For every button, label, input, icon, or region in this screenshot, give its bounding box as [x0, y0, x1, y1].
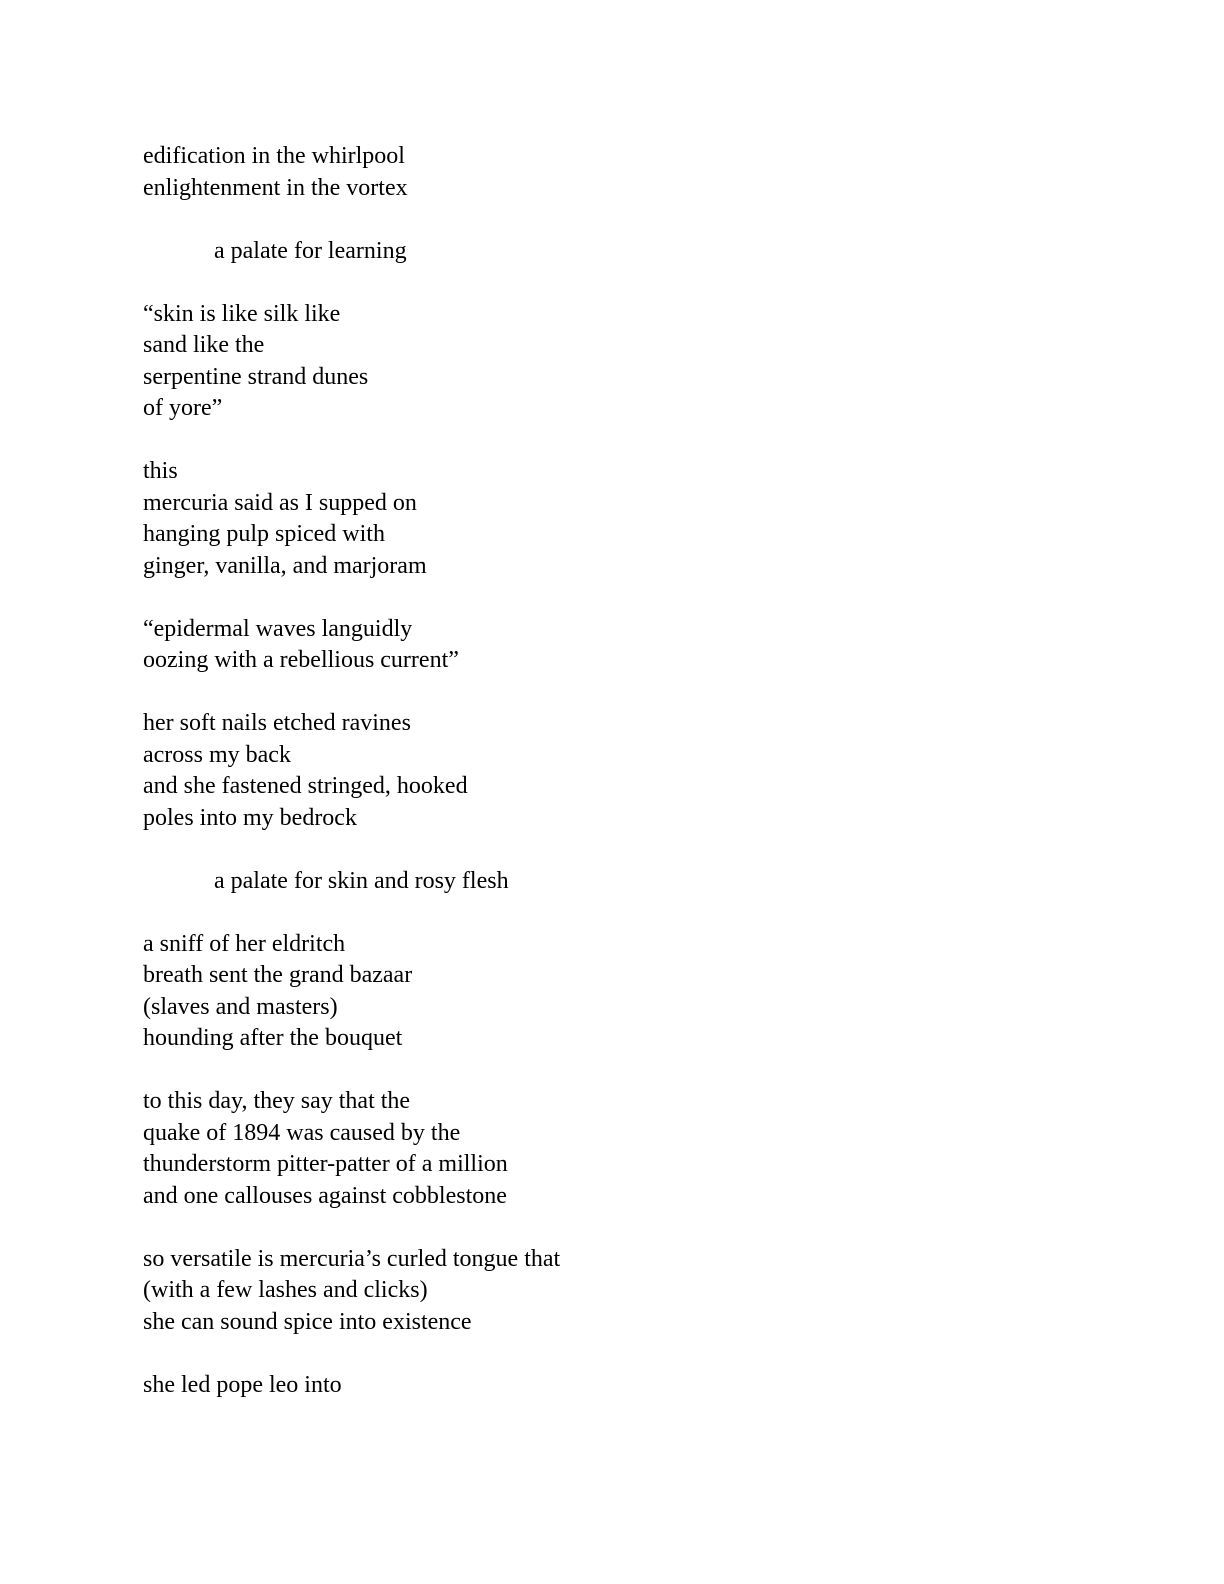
poem-line: and one callouses against cobblestone: [143, 1182, 507, 1209]
poem-line: “skin is like silk like: [143, 300, 341, 327]
poem-line: and she fastened stringed, hooked: [143, 773, 468, 799]
stanza: [143, 299, 1143, 425]
stanza: [143, 456, 1143, 582]
poem-line: she led pope leo into: [143, 1371, 342, 1398]
poem-line: enlightenment in the vortex: [143, 174, 408, 201]
poem-line: “epidermal waves languidly: [143, 615, 413, 642]
stanza: [143, 929, 1143, 1055]
indented-stanza: [143, 236, 1143, 268]
poem-line: hanging pulp spiced with: [143, 521, 385, 547]
poem-line: so versatile is mercuria’s curled tongue that: [143, 1245, 561, 1272]
poem-line: she can sound spice into existence: [143, 1308, 472, 1335]
poem-line: ginger, vanilla, and marjoram: [143, 552, 427, 579]
poem-line: a sniff of her eldritch: [143, 930, 346, 957]
stanza: [143, 708, 1143, 834]
poem-line: (slaves and masters): [143, 993, 338, 1020]
poem-line: thunderstorm pitter-patter of a million: [143, 1151, 508, 1177]
poem-line: quake of 1894 was caused by the: [143, 1119, 461, 1146]
poem-line: a palate for skin and rosy flesh: [214, 867, 509, 894]
poem-line: of yore”: [143, 395, 223, 421]
stanza: [143, 141, 1143, 204]
poem-line: her soft nails etched ravines: [143, 710, 411, 736]
poem-line: sand like the: [143, 332, 265, 358]
poem-line: hounding after the bouquet: [143, 1025, 403, 1051]
stanza: [143, 1086, 1143, 1212]
poem-line: across my back: [143, 741, 291, 768]
stanza: [143, 1244, 1143, 1339]
stanza: [143, 614, 1143, 677]
stanza: [143, 1370, 1143, 1402]
poem-line: poles into my bedrock: [143, 804, 357, 831]
poem-line: (with a few lashes and clicks): [143, 1277, 428, 1303]
poem-line: a palate for learning: [214, 237, 407, 264]
poem-line: breath sent the grand bazaar: [143, 962, 413, 988]
indented-stanza: [143, 866, 1143, 898]
poem-line: this: [143, 458, 178, 484]
poem-line: serpentine strand dunes: [143, 363, 369, 390]
poem-line: edification in the whirlpool: [143, 143, 405, 169]
poem-line: to this day, they say that the: [143, 1088, 411, 1114]
poem-line: oozing with a rebellious current”: [143, 647, 459, 673]
poem-page: [143, 141, 1143, 1433]
poem-line: mercuria said as I supped on: [143, 489, 417, 516]
